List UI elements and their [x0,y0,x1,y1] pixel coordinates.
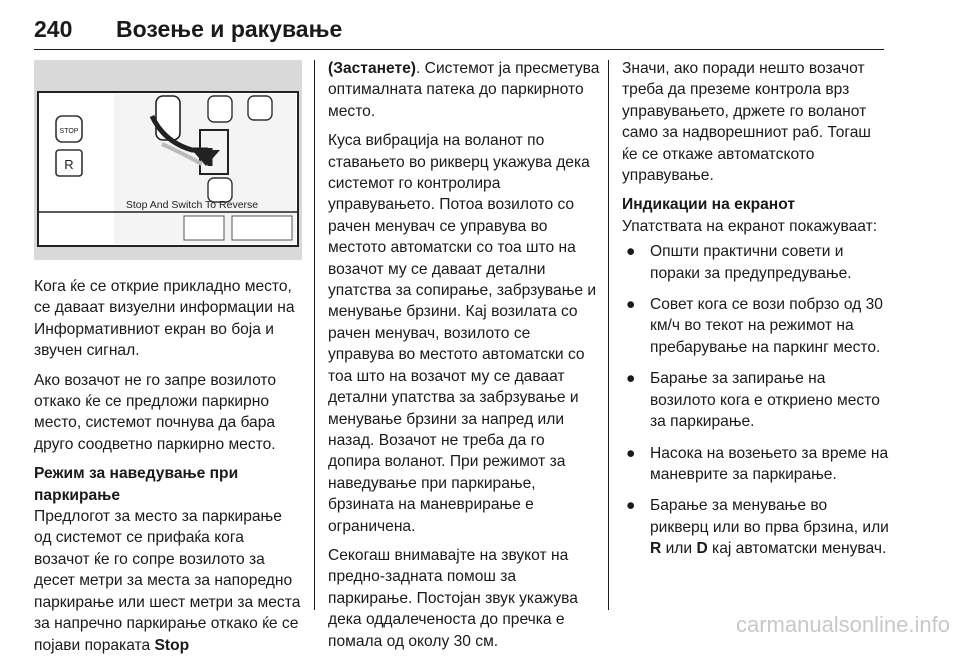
paragraph-text: . Системот ја пресметува оптималната патека до паркирното место. [328,60,600,120]
list-item [622,495,890,559]
list-item-text: Општи практични совети и пораки за предупредување. [650,243,852,282]
stop-icon: STOP [59,128,79,135]
paragraph: Кога ќе се открие прикладно место, се даваат визуелни информации на Информативниот екран во боја и звучен сигнал. [34,278,295,360]
column-2 [328,58,600,660]
page-header [34,12,884,52]
column-3 [622,58,890,570]
list-item-text: Насока на возењето за време на маневрите за паркирање. [650,444,889,483]
paragraph: Упатствата на екранот покажуваат: [622,217,878,235]
paragraph [328,58,600,122]
list-item-text: Барање за запирање на возилото кога е откриено место за паркирање. [650,370,880,431]
column-1 [34,58,302,664]
indications-list [622,241,890,559]
bullet-icon: ● [626,497,636,515]
parking-display-figure [34,60,302,260]
section-heading: Режим за наведување при паркирање [34,465,239,504]
column-divider [608,60,609,610]
bold-text: (Застанете) [328,60,417,77]
paragraph: Ако возачот не го запре возилото откако ќе се предложи паркирно место, системот почнува да бара друго соодветно паркирно место. [34,371,277,453]
list-item [622,443,890,486]
paragraph: Секогаш внимавајте на звукот на предно-задната помош за паркирање. Постојан звук укажува дека оддалеченоста до пречка е помала од околу 30 см. [328,546,578,650]
list-item-text: Барање за менување во рикверц или во прва брзина, или [650,497,889,536]
list-item-text: Совет кога се вози побрзо од 30 км/ч во текот на режимот на пребарување на паркинг место. [650,296,883,356]
list-item-text: кај автоматски менувач. [707,540,887,558]
paragraph-text: Предлогот за место за паркирање од системот се прифаќа кога возачот ќе го сопре возилото за десет метри за места за напоредно паркирање или шест метри за места за напречно паркирање откако ќе се појави пораката [34,508,301,654]
reverse-icon: R [64,157,74,172]
display-message: Stop And Switch To Reverse [125,199,259,211]
bold-text: Stop [154,636,190,654]
paragraph: Куса вибрација на воланот по ставањето во рикверц укажува дека системот го контролира управувањето. Потоа возилото со рачен менувач се управува во местото автоматски со тоа што на возачот му се даваат детални упатства за сопирање, забрзување и менување брзини. Кај возилата со рачен менувач, возилото се управува во местото автоматски со тоа што на возачот му се даваат детални упатства за забрзување и менување брзини за напред или назад. Возачот не треба да го допира воланот. При режимот за наведување при паркирање, брзината на маневрирање е ограничена. [328,132,597,535]
chapter-title: Возење и ракување [116,16,343,42]
header-rule [34,49,884,50]
section-heading: Индикации на екранот [622,196,795,214]
page-number: 240 [34,16,73,42]
bullet-icon: ● [626,370,636,388]
column-divider [314,60,315,610]
bullet-icon: ● [626,243,636,261]
list-item [622,368,890,432]
gear-d-label: D [696,540,708,558]
paragraph [34,506,302,656]
list-item [622,294,890,358]
bullet-icon: ● [626,444,636,462]
gear-r-label: R [650,540,662,558]
parking-display-illustration [34,60,302,260]
watermark: carmanualsonline.info [735,612,950,637]
paragraph: Значи, ако поради нешто возачот треба да преземе контрола врз управувањето, држете го воланот само за надворешниот раб. Тогаш ќе се откаже автоматското управување. [622,60,871,185]
list-item [622,241,890,284]
bullet-icon: ● [626,296,636,314]
list-item-text: или [661,540,697,558]
